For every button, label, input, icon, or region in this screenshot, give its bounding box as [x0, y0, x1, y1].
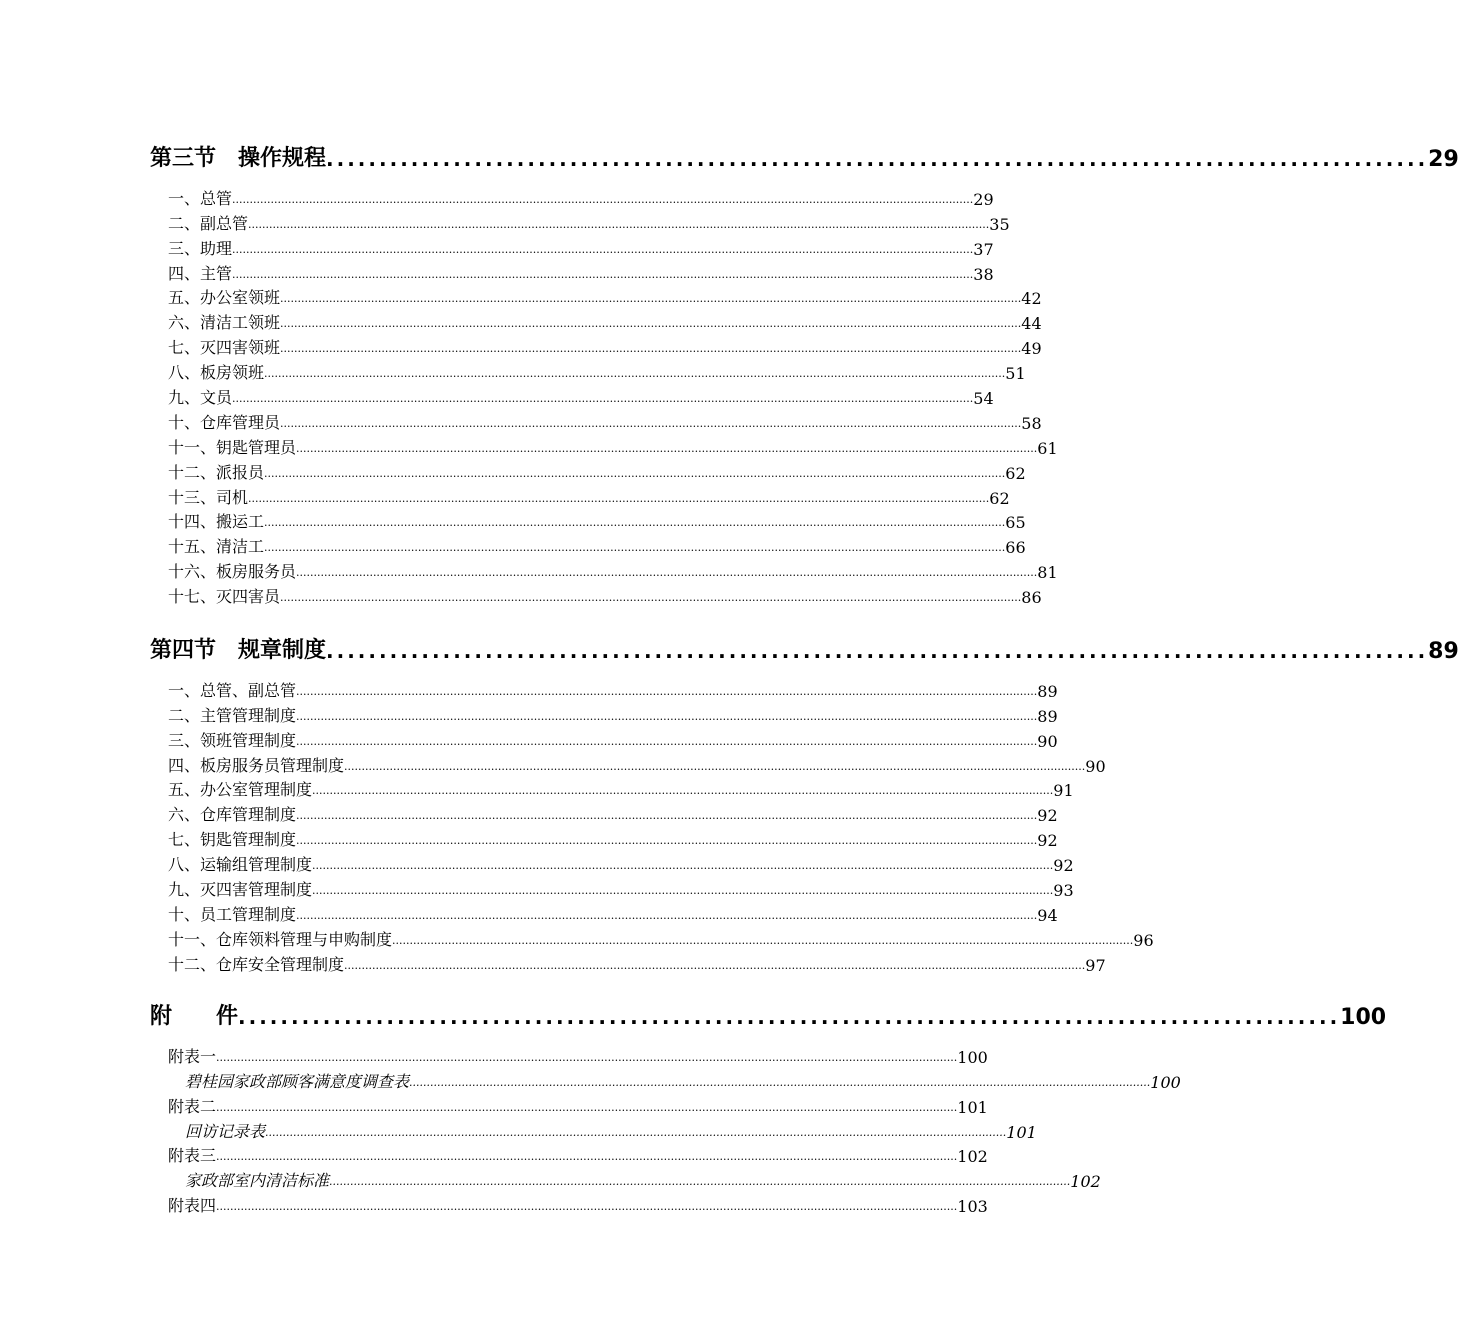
- toc-entry-page: 35: [989, 214, 1010, 234]
- dot-leader: ....................................................................................................................................................................................................................: [232, 192, 974, 206]
- dot-leader: ....................................................................................................................................................................................................................: [409, 1075, 1151, 1089]
- dot-leader: ....................................................................................................................................................................................................................: [264, 466, 1006, 480]
- toc-entry-page: 62: [1005, 463, 1026, 483]
- toc-entry[interactable]: [150, 726, 1058, 751]
- toc-entry-label: 四、板房服务员管理制度: [168, 755, 345, 775]
- toc-entry[interactable]: [150, 582, 1042, 608]
- toc-entry[interactable]: [150, 800, 1058, 826]
- dot-leader: ....................................................................................................................................................................................................................: [264, 367, 1006, 381]
- toc-entry-label: 七、灭四害领班: [168, 338, 281, 358]
- toc-entry-page: 103: [957, 1197, 988, 1217]
- dot-leader: ....................................................................................................................................................................................................................: [248, 217, 990, 231]
- toc-entry[interactable]: [150, 483, 1010, 508]
- toc-entry[interactable]: [150, 676, 1058, 701]
- toc-entry-page: 37: [973, 239, 994, 259]
- dot-leader: ....................................................................................................................................................................................................................: [280, 342, 1022, 356]
- toc-entry-label: 八、板房领班: [168, 363, 265, 383]
- toc-entry-label: 附表三: [168, 1146, 217, 1166]
- toc-entry[interactable]: [150, 751, 1106, 776]
- dot-leader: ....................................................................................................................................................................................................................: [296, 908, 1038, 922]
- toc-section-operating-procedures: [150, 130, 1459, 608]
- dot-leader: ....................................................................................................................................................................................................................: [216, 1050, 958, 1064]
- toc-heading-page: 29: [1428, 147, 1459, 172]
- toc-entry-page: 100: [957, 1047, 988, 1067]
- dot-leader: ....................................................................................................................................................................................................................: [216, 1150, 958, 1164]
- toc-entry-page: 94: [1037, 905, 1058, 925]
- toc-entry-page: 54: [973, 389, 994, 409]
- toc-entry-page: 96: [1133, 930, 1154, 950]
- toc-entry-label: 二、主管管理制度: [168, 705, 297, 725]
- toc-entry-label: 四、主管: [168, 263, 233, 283]
- dot-leader: ....................................................................................................................................................................................................................: [296, 566, 1038, 580]
- toc-entry-label: 九、文员: [168, 388, 233, 408]
- toc-entry-page: 93: [1053, 881, 1074, 901]
- toc-entry-label: 五、办公室领班: [168, 288, 281, 308]
- toc-entry-page: 65: [1005, 513, 1026, 533]
- dot-leader: ....................................................................................................................................................................................................................: [296, 709, 1038, 723]
- toc-entry-label: 五、办公室管理制度: [168, 780, 313, 800]
- toc-entry[interactable]: [150, 259, 994, 284]
- toc-entry-label: 十七、灭四害员: [168, 587, 281, 607]
- toc-entry-label: 二、副总管: [168, 213, 249, 233]
- dot-leader: ....................................................................................................................................................................................................................: [329, 1175, 1071, 1189]
- toc-entry[interactable]: [150, 557, 1058, 583]
- toc-entry[interactable]: [150, 1142, 988, 1167]
- toc-entry[interactable]: [150, 1191, 988, 1217]
- toc-heading[interactable]: [150, 130, 1459, 172]
- toc-entry-label: 十二、仓库安全管理制度: [168, 954, 345, 974]
- dot-leader: ....................................................................................................................................................................................................................: [264, 516, 1006, 530]
- toc-entry-label: 六、清洁工领班: [168, 313, 281, 333]
- toc-entry-page: 38: [973, 264, 994, 284]
- toc-entry-label: 三、领班管理制度: [168, 730, 297, 750]
- toc-subentry[interactable]: [150, 1067, 1181, 1092]
- toc-entry[interactable]: [150, 776, 1074, 801]
- dot-leader: ....................................................................................................................................................................................................................: [344, 958, 1086, 972]
- toc-entry[interactable]: [150, 333, 1042, 359]
- dot-leader: ....................................................................................................................................................................................................................: [392, 933, 1134, 947]
- toc-entry[interactable]: [150, 701, 1058, 726]
- dot-leader: ....................................................................................................................................................................................................................: [248, 491, 990, 505]
- toc-heading-title: 第四节 规章制度: [150, 638, 327, 663]
- toc-entry-label: 三、助理: [168, 238, 233, 258]
- toc-entry-label: 十六、板房服务员: [168, 562, 297, 582]
- toc-entry-page: 49: [1021, 339, 1042, 359]
- toc-entry-label: 十一、仓库领料管理与申购制度: [168, 929, 393, 949]
- toc-entry-label: 附表二: [168, 1096, 217, 1116]
- toc-entry[interactable]: [150, 1092, 988, 1117]
- toc-entry-page: 51: [1005, 364, 1026, 384]
- toc-heading[interactable]: [150, 622, 1459, 664]
- dot-leader: ....................................................................................................................................................................................................................: [280, 591, 1022, 605]
- toc-entry-label: 十、员工管理制度: [168, 904, 297, 924]
- toc-heading-page: 89: [1428, 639, 1459, 664]
- dot-leader: ....................................................................................................................................................................................................................: [232, 242, 974, 256]
- toc-heading-page: 100: [1340, 1005, 1387, 1030]
- toc-entry-label: 十三、司机: [168, 487, 249, 507]
- toc-section-regulations: [150, 622, 1459, 975]
- toc-entry[interactable]: [150, 850, 1074, 876]
- toc-entry-page: 89: [1037, 681, 1058, 701]
- toc-entry-label: 六、仓库管理制度: [168, 805, 297, 825]
- dot-leader: ....................................................................................................................................................................................................................: [296, 834, 1038, 848]
- dot-leader: ....................................................................................................................................................................................................................: [216, 1100, 958, 1114]
- dot-leader: ....................................................................................................................................................................................................................: [344, 759, 1086, 773]
- dot-leader: ....................................................................................................................................................................................................................: [280, 292, 1022, 306]
- toc-entry-label: 十、仓库管理员: [168, 412, 281, 432]
- toc-entry[interactable]: [150, 284, 1042, 309]
- toc-entry-page: 92: [1053, 856, 1074, 876]
- toc-entry-page: 90: [1037, 731, 1058, 751]
- toc-entry-label: 十五、清洁工: [168, 537, 265, 557]
- toc-subentry[interactable]: [150, 1166, 1101, 1192]
- toc-entry[interactable]: [150, 532, 1026, 558]
- toc-entry[interactable]: [150, 900, 1058, 925]
- toc-heading[interactable]: [150, 988, 1387, 1030]
- dot-leader: ....................................................................................................................................................................................................................: [280, 317, 1022, 331]
- dot-leader: ....................................................................................................................................................................................................................: [216, 1200, 958, 1214]
- toc-entry-page: 58: [1021, 413, 1042, 433]
- toc-entry-label: 七、钥匙管理制度: [168, 830, 297, 850]
- toc-entry-page: 92: [1037, 831, 1058, 851]
- toc-entry-page: 81: [1037, 563, 1058, 583]
- toc-entry-page: 61: [1037, 438, 1058, 458]
- toc-section-appendix: [150, 988, 1387, 1217]
- dot-leader: ....................................................................................................................................................................................................................: [280, 416, 1022, 430]
- toc-entry-label: 家政部室内清洁标准: [185, 1171, 330, 1191]
- dot-leader: ....................................................................................................................................................................................................................: [296, 684, 1038, 698]
- toc-entry-page: 101: [1006, 1122, 1037, 1142]
- toc-entry-label: 一、总管: [168, 188, 233, 208]
- toc-entry-page: 44: [1021, 314, 1042, 334]
- toc-entry-page: 90: [1085, 756, 1106, 776]
- toc-entry[interactable]: [150, 950, 1106, 975]
- toc-entry-label: 一、总管、副总管: [168, 680, 297, 700]
- dot-leader: ........................................................................................................: [326, 639, 1429, 663]
- dot-leader: ........................................................................................................: [326, 147, 1429, 171]
- toc-entry[interactable]: [150, 408, 1042, 433]
- toc-entry-page: 66: [1005, 538, 1026, 558]
- toc-entry-label: 附表四: [168, 1196, 217, 1216]
- toc-entry-label: 十二、派报员: [168, 462, 265, 482]
- dot-leader: ....................................................................................................................................................................................................................: [312, 884, 1054, 898]
- toc-entry[interactable]: [150, 234, 994, 259]
- toc-heading-title: 第三节 操作规程: [150, 146, 327, 171]
- dot-leader: ....................................................................................................................................................................................................................: [264, 541, 1006, 555]
- dot-leader: ....................................................................................................................................................................................................................: [296, 809, 1038, 823]
- toc-entry-page: 102: [1070, 1172, 1101, 1192]
- toc-entry-page: 97: [1085, 955, 1106, 975]
- dot-leader: ....................................................................................................................................................................................................................: [232, 267, 974, 281]
- toc-entry[interactable]: [150, 383, 994, 409]
- toc-entry-page: 92: [1037, 806, 1058, 826]
- toc-entry-page: 102: [957, 1147, 988, 1167]
- dot-leader: ....................................................................................................................................................................................................................: [312, 784, 1054, 798]
- dot-leader: ....................................................................................................................................................................................................................: [296, 734, 1038, 748]
- dot-leader: ........................................................................................................: [238, 1005, 1341, 1029]
- toc-entry[interactable]: [150, 433, 1058, 458]
- toc-entry-label: 九、灭四害管理制度: [168, 880, 313, 900]
- toc-entry-page: 100: [1150, 1072, 1181, 1092]
- toc-entry-label: 八、运输组管理制度: [168, 855, 313, 875]
- dot-leader: ....................................................................................................................................................................................................................: [265, 1125, 1007, 1139]
- dot-leader: ....................................................................................................................................................................................................................: [296, 441, 1038, 455]
- toc-entry-label: 附表一: [168, 1046, 217, 1066]
- toc-entry-page: 101: [957, 1097, 988, 1117]
- toc-entry-page: 42: [1021, 289, 1042, 309]
- toc-entry[interactable]: [150, 875, 1074, 901]
- toc-entry[interactable]: [150, 1042, 988, 1067]
- toc-entry[interactable]: [150, 825, 1058, 851]
- toc-entry[interactable]: [150, 925, 1154, 950]
- toc-entry[interactable]: [150, 308, 1042, 334]
- toc-entry-label: 十一、钥匙管理员: [168, 437, 297, 457]
- toc-entry-page: 89: [1037, 706, 1058, 726]
- dot-leader: ....................................................................................................................................................................................................................: [312, 859, 1054, 873]
- toc-entry-page: 29: [973, 189, 994, 209]
- toc-entry-label: 十四、搬运工: [168, 512, 265, 532]
- toc-entry-page: 62: [989, 488, 1010, 508]
- toc-entry[interactable]: [150, 209, 1010, 234]
- dot-leader: ....................................................................................................................................................................................................................: [232, 392, 974, 406]
- toc-subentry[interactable]: [150, 1117, 1037, 1142]
- toc-entry[interactable]: [150, 458, 1026, 483]
- toc-entry[interactable]: [150, 358, 1026, 384]
- toc-entry-label: 回访记录表: [185, 1121, 266, 1141]
- toc-heading-title: 附 件: [150, 1004, 239, 1029]
- toc-entry-label: 碧桂园家政部顾客满意度调查表: [185, 1071, 410, 1091]
- toc-entry-page: 91: [1053, 781, 1074, 801]
- toc-entry[interactable]: [150, 184, 994, 209]
- toc-entry-page: 86: [1021, 588, 1042, 608]
- toc-entry[interactable]: [150, 508, 1026, 533]
